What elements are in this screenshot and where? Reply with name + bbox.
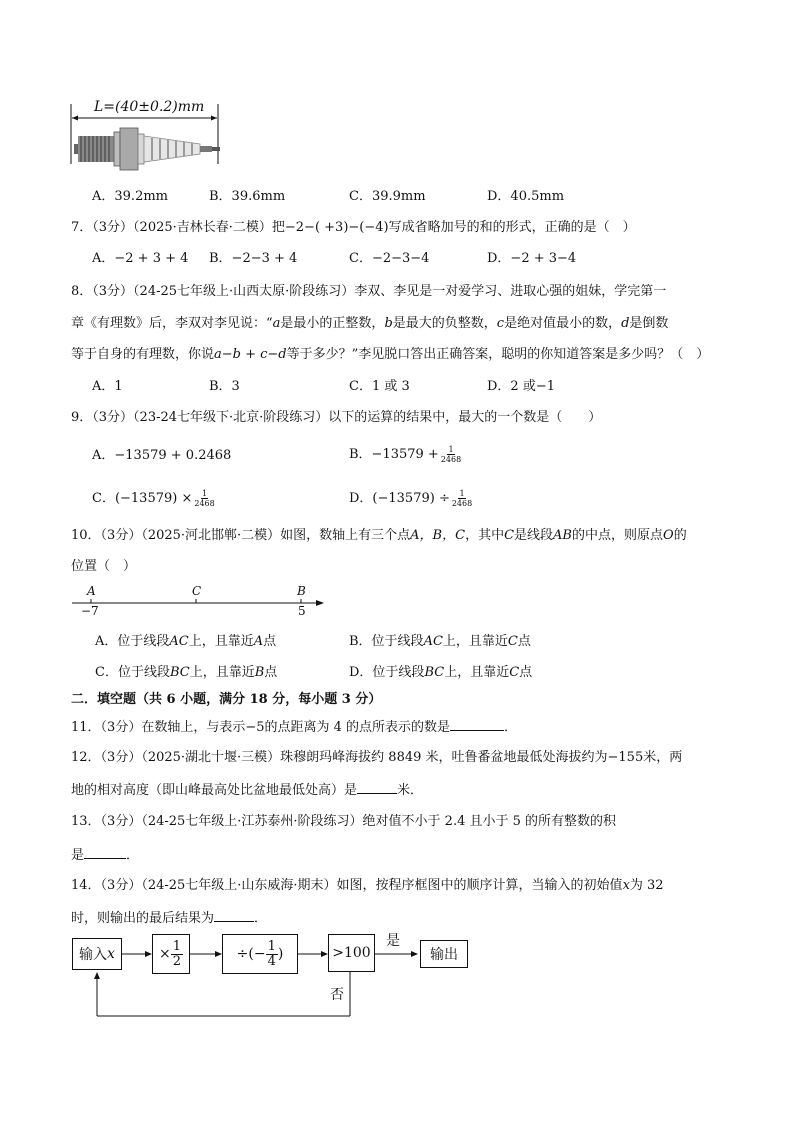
divide-box: ÷(− $\frac{1}{4}$ ) <box>222 934 298 974</box>
input-box: 输入 x <box>72 938 122 970</box>
spark-plug-figure <box>68 98 224 178</box>
answer-blank <box>357 780 397 794</box>
q8-option-b: B．3 <box>209 379 240 394</box>
q8-line1: 8．（3分）（24-25七年级上·山西太原·阶段练习）李双、李见是一对爱学习、进取心强的姐妹，学完第一 <box>71 284 667 299</box>
q8-option-c: C．1 或 3 <box>349 379 410 394</box>
q11-text: 11．（3分）在数轴上，与表示−5的点距离为 4 的点所表示的数是 ． <box>71 717 517 737</box>
q9-stem: 9．（3分）（23-24七年级下·北京·阶段练习）以下的运算的结果中，最大的一个数是（ ） <box>71 410 602 425</box>
q8-line2: 章《有理数》后，李双对李见说：“a是最小的正整数，b是最大的负整数，c是绝对值最小的数，d是倒数 <box>71 316 669 331</box>
q7-option-d: D．−2 + 3−4 <box>487 251 577 266</box>
program-flowchart <box>68 932 478 1022</box>
q9-option-a: A．−13579 + 0.2468 <box>92 448 232 463</box>
q7-option-b: B．−2−3 + 4 <box>209 251 298 266</box>
yes-label: 是 <box>386 933 400 949</box>
q8-option-a: A．1 <box>92 379 123 394</box>
output-box: 输出 <box>420 940 468 968</box>
answer-blank <box>84 845 126 859</box>
q9-option-d: D．(−13579) ÷ $\frac{1}{2468}$ <box>349 489 473 508</box>
q9-option-c: C．(−13579) × $\frac{1}{2468}$ <box>92 489 215 508</box>
q8-option-d: D．2 或−1 <box>487 379 555 394</box>
q6-option-b: B．39.6mm <box>209 189 286 204</box>
q9-option-b: B．−13579 + $\frac{1}{2468}$ <box>349 445 462 464</box>
fraction: $\frac{1}{2468}$ <box>194 489 215 508</box>
condition-box: >100 <box>328 934 375 972</box>
q10-option-c: C．位于线段BC上，且靠近B点 <box>95 665 278 680</box>
q7-stem: 7．（3分）（2025·吉林长春·二模）把−2−( +3)−(−4)写成省略加号的和的形式，正确的是（ ） <box>71 220 636 235</box>
answer-blank <box>450 717 504 731</box>
q10-option-b: B．位于线段AC上，且靠近C点 <box>349 634 531 649</box>
number-line-figure <box>70 584 330 620</box>
q8-line3: 等于自身的有理数，你说a−b + c−d等于多少？”李见脱口答出正确答案，聪明的你知道答案是多少吗？（ ） <box>71 347 710 362</box>
fraction: $\frac{1}{2468}$ <box>440 445 462 464</box>
point-b-label: B <box>297 584 306 598</box>
fraction: $\frac{1}{2468}$ <box>451 489 473 508</box>
section-heading: 二．填空题（共 6 小题，满分 18 分，每小题 3 分） <box>71 692 382 707</box>
q10-option-d: D．位于线段BC上，且靠近C点 <box>349 665 533 680</box>
point-b-value: 5 <box>298 604 306 618</box>
no-label: 否 <box>330 987 344 1003</box>
q7-option-a: A．−2 + 3 + 4 <box>92 251 189 266</box>
q6-option-d: D．40.5mm <box>487 189 565 204</box>
point-a-value: −7 <box>81 604 99 618</box>
q6-option-a: A．39.2mm <box>92 189 168 204</box>
point-a-label: A <box>87 584 96 598</box>
point-c-label: C <box>192 584 202 598</box>
multiply-box: × $\frac{1}{2}$ <box>152 934 190 974</box>
q14-line2: 时，则输出的最后结果为 ． <box>71 908 267 928</box>
answer-blank <box>214 908 254 922</box>
q7-option-c: C．−2−3−4 <box>349 251 430 266</box>
q10-option-a: A．位于线段AC上，且靠近A点 <box>95 634 277 649</box>
q14-line1: 14．（3分）（24-25七年级上·山东威海·期末）如图，按程序框图中的顺序计算，当输入的初始值x为 32 <box>71 878 664 893</box>
q10-line1: 10．（3分）（2025·河北邯郸·二模）如图，数轴上有三个点A，B，C，其中C是线段AB的中点，则原点O的 <box>71 528 687 543</box>
q13-line2: 是 ． <box>71 845 139 865</box>
q6-option-c: C．39.9mm <box>349 189 426 204</box>
q13-line1: 13．（3分）（24-25七年级上·江苏泰州·阶段练习）绝对值不小于 2.4 且小于 5 的所有整数的积 <box>71 814 617 829</box>
q12-line1: 12．（3分）（2025·湖北十堰·三模）珠穆朗玛峰海拔约 8849 米，吐鲁番盆地最低处海拔约为−155米，两 <box>71 750 683 765</box>
dimension-label: L=(40±0.2)mm <box>94 99 205 115</box>
q10-line2: 位置（ ） <box>71 559 137 574</box>
q12-line2: 地的相对高度（即山峰最高处比盆地最低处高）是 米． <box>71 780 423 800</box>
